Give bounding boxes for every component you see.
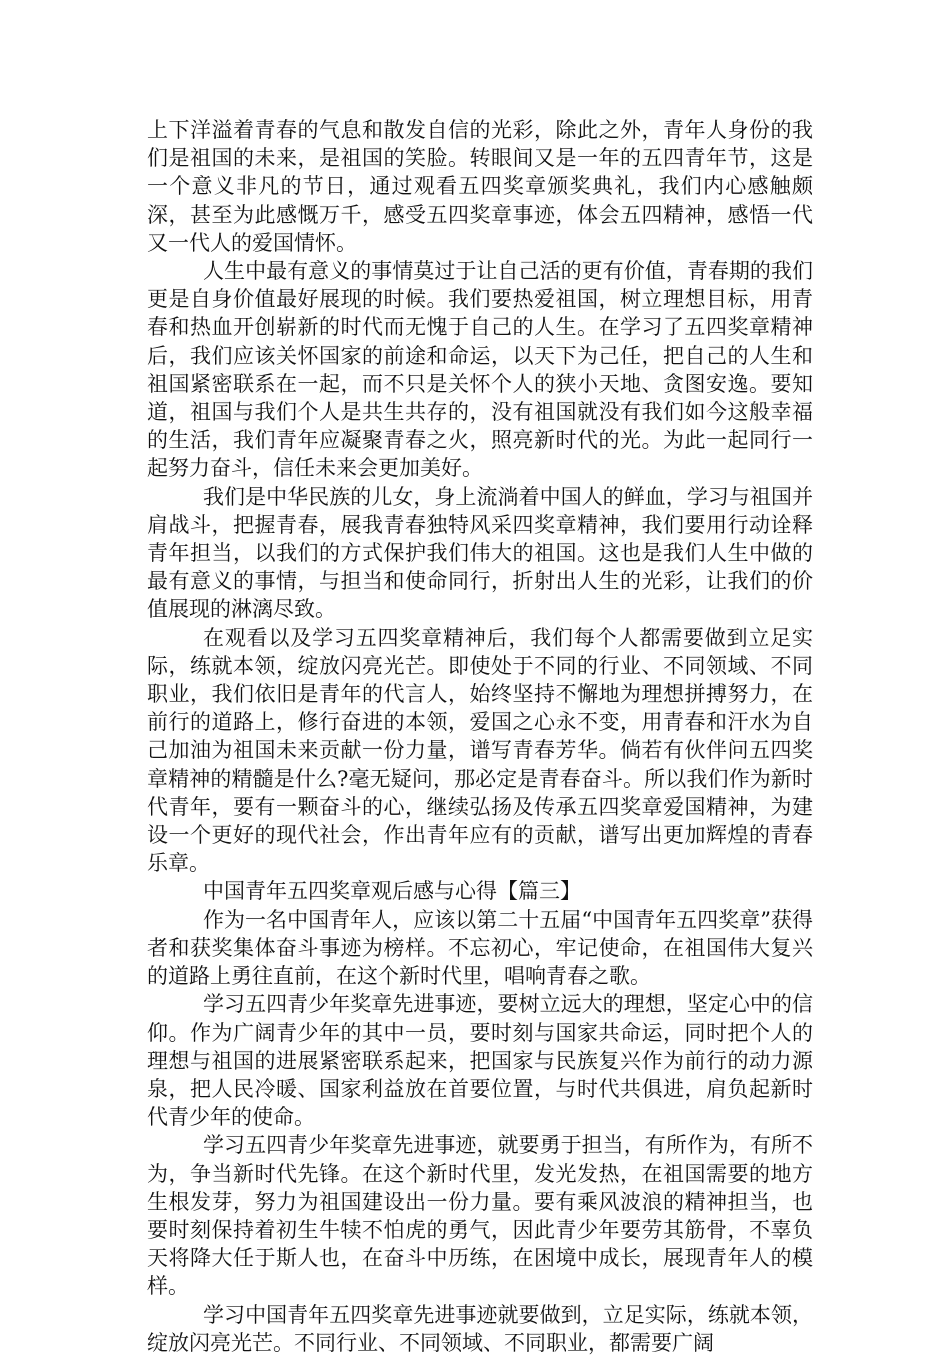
section-heading: 中国青年五四奖章观后感与心得【篇三】 [203, 879, 581, 904]
paragraph-6: 学习五四青少年奖章先进事迹，要树立远大的理想，坚定心中的信仰。作为广阔青少年的其中一员，要时刻与国家共命运，同时把个人的理想与祖国的进展紧密联系起来，把国家与民族复兴作为前行的动力源泉，把人民冷暖、国家利益放在首要位置，与时代共俱进，肩负起新时代青少年的使命。 [147, 992, 813, 1130]
paragraph-5: 作为一名中国青年人，应该以第二十五届“中国青年五四奖章”获得者和获奖集体奋斗事迹为榜样。不忘初心，牢记使命，在祖国伟大复兴的道路上勇往直前，在这个新时代里，唱响青春之歌。 [147, 907, 813, 989]
paragraph-4: 在观看以及学习五四奖章精神后，我们每个人都需要做到立足实际，练就本领，绽放闪亮光芒。即使处于不同的行业、不同领域、不同职业，我们依旧是青年的代言人，始终坚持不懈地为理想拼搏努力，在前行的道路上，修行奋进的本领，爱国之心永不变，用青春和汗水为自己加油为祖国未来贡献一份力量，谱写青春芳华。倘若有伙伴问五四奖章精神的精髓是什么?毫无疑问，那必定是青春奋斗。所以我们作为新时代青年，要有一颗奋斗的心，继续弘扬及传承五四奖章爱国精神，为建设一个更好的现代社会，作出青年应有的贡献，谱写出更加辉煌的青春乐章。 [147, 625, 813, 876]
paragraph-8: 学习中国青年五四奖章先进事迹就要做到，立足实际，练就本领，绽放闪亮光芒。不同行业、不同领域、不同职业，都需要广阔 [147, 1302, 813, 1355]
paragraph-2: 人生中最有意义的事情莫过于让自己活的更有价值，青春期的我们更是自身价值最好展现的时候。我们要热爱祖国，树立理想目标，用青春和热血开创崭新的时代而无愧于自己的人生。在学习了五四奖章精神后，我们应该关怀国家的前途和命运，以天下为己任，把自己的人生和祖国紧密联系在一起，而不只是关怀个人的狭小天地、贪图安逸。要知道，祖国与我们个人是共生共存的，没有祖国就没有我们如今这般幸福的生活，我们青年应凝聚青春之火，照亮新时代的光。为此一起同行一起努力奋斗，信任未来会更加美好。 [147, 259, 813, 481]
paragraph-1: 上下洋溢着青春的气息和散发自信的光彩，除此之外，青年人身份的我们是祖国的未来，是祖国的笑脸。转眼间又是一年的五四青年节，这是一个意义非凡的节日，通过观看五四奖章颁奖典礼，我们内心感触颇深，甚至为此感慨万千，感受五四奖章事迹，体会五四精神，感悟一代又一代人的爱国情怀。 [147, 118, 813, 255]
paragraph-3: 我们是中华民族的儿女，身上流淌着中国人的鲜血，学习与祖国并肩战斗，把握青春，展我青春独特风采四奖章精神，我们要用行动诠释青年担当，以我们的方式保护我们伟大的祖国。这也是我们人生中做的最有意义的事情，与担当和使命同行，折射出人生的光彩，让我们的价值展现的淋漓尽致。 [147, 484, 813, 622]
document-body [147, 116, 813, 1357]
paragraph-7: 学习五四青少年奖章先进事迹，就要勇于担当，有所作为，有所不为，争当新时代先锋。在这个新时代里，发光发热，在祖国需要的地方生根发芽，努力为祖国建设出一份力量。要有乘风波浪的精神担当，也要时刻保持着初生牛犊不怕虎的勇气，因此青少年要劳其筋骨，不辜负天将降大任于斯人也，在奋斗中历练，在困境中成长，展现青年人的模样。 [147, 1133, 813, 1299]
